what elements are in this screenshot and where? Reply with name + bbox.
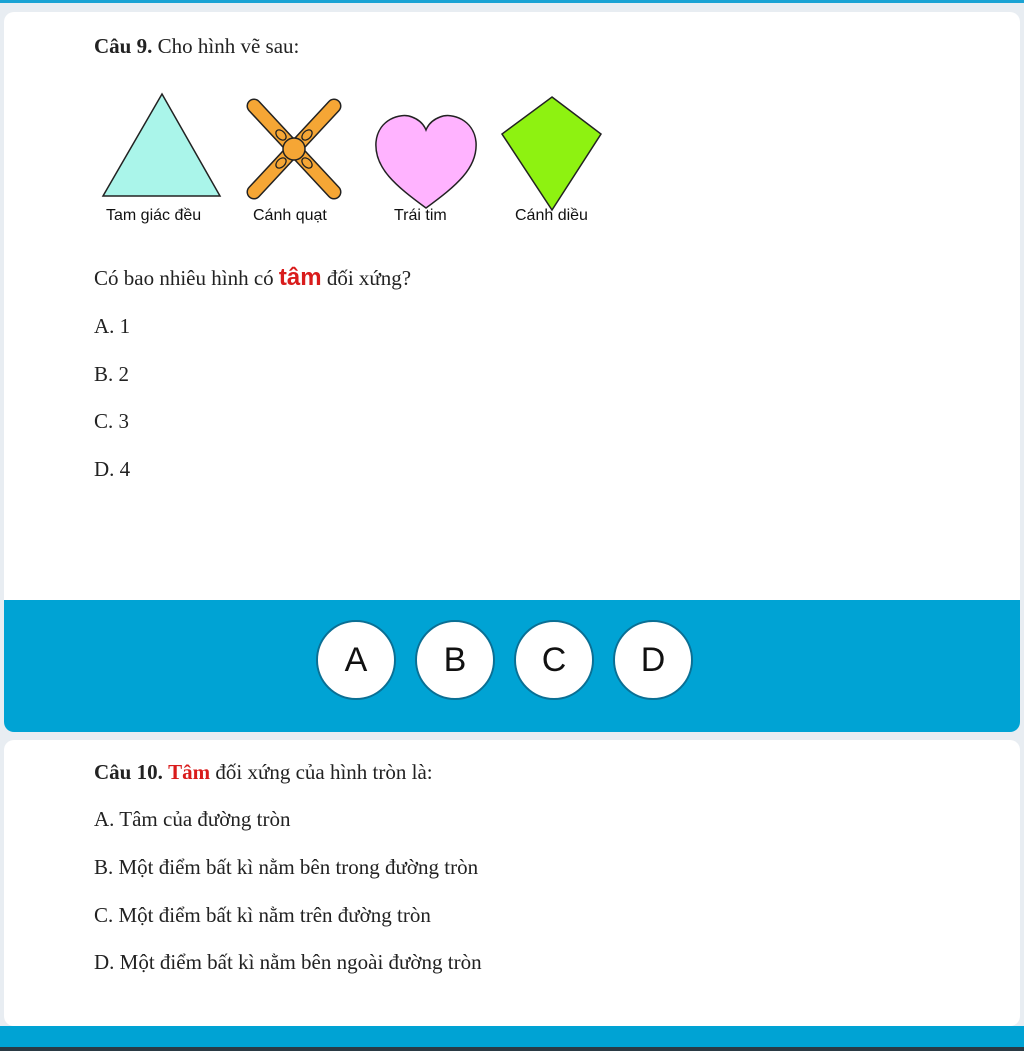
question-9-prompt: Cho hình vẽ sau: xyxy=(157,34,300,58)
heart-icon xyxy=(376,116,476,208)
shapes-figure xyxy=(94,90,614,250)
answer-button-a[interactable]: A xyxy=(316,620,396,700)
question-10-option-d: D. Một điểm bất kì nằm bên ngoài đường tròn xyxy=(94,950,482,974)
fan-blades-icon xyxy=(254,106,334,192)
bottom-edge xyxy=(0,1047,1024,1051)
question-9-text: Có bao nhiêu hình có tâm đối xứng? xyxy=(94,264,412,291)
question-9-option-b: B. 2 xyxy=(94,362,130,386)
kite-icon xyxy=(502,97,601,210)
question-10-title xyxy=(94,760,433,785)
keyword-tam-10: Tâm xyxy=(168,760,211,784)
shape-label-heart: Trái tim xyxy=(394,207,447,224)
answer-button-c[interactable]: C xyxy=(514,620,594,700)
top-accent-strip xyxy=(0,0,1024,3)
question-10-prompt: đối xứng của hình tròn là: xyxy=(210,760,433,784)
question-10-option-b: B. Một điểm bất kì nằm bên trong đường tròn xyxy=(94,855,479,879)
shape-label-kite: Cánh diều xyxy=(515,207,588,224)
question-9-option-a: A. 1 xyxy=(94,314,131,338)
question-9-card xyxy=(4,12,1020,732)
question-9-number: Câu 9. xyxy=(94,34,153,58)
question-9-title xyxy=(94,34,299,59)
bottom-bar xyxy=(0,1026,1024,1051)
question-9-option-d: D. 4 xyxy=(94,457,131,481)
question-10-option-a: A. Tâm của đường tròn xyxy=(94,807,291,831)
shape-label-triangle: Tam giác đều xyxy=(106,207,202,224)
shape-label-fan: Cánh quạt xyxy=(253,207,327,224)
answer-button-d[interactable]: D xyxy=(613,620,693,700)
keyword-tam: tâm xyxy=(278,264,322,291)
question-10-option-c: C. Một điểm bất kì nằm trên đường tròn xyxy=(94,903,431,927)
answer-bar xyxy=(4,600,1020,732)
question-10-number: Câu 10. xyxy=(94,760,163,784)
question-10-card xyxy=(4,740,1020,1026)
equilateral-triangle-icon xyxy=(103,94,220,196)
answer-button-b[interactable]: B xyxy=(415,620,495,700)
question-9-option-c: C. 3 xyxy=(94,409,130,433)
